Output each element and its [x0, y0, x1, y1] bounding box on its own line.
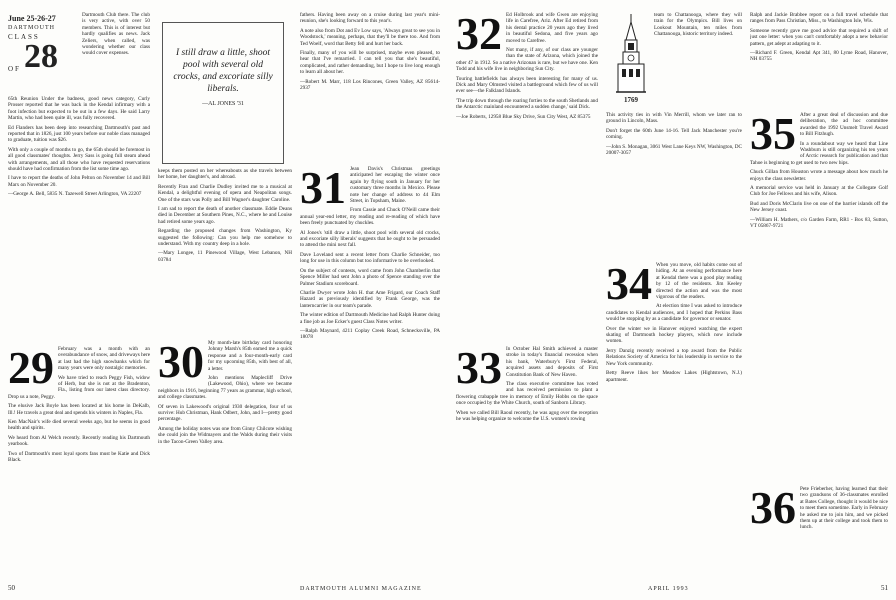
column-4: [456, 12, 598, 344]
class-of-28-header: [8, 14, 80, 92]
paragraph: The class executive committee has voted and has received permission to plant a flowering crabapple tree in memory of Emily Hobbs on the space once occupied by the White Church, south of Sanborn Library.: [456, 381, 598, 407]
signature: —Joe Roberts, 12958 Blue Sky Drive, Sun City West, AZ 85375: [456, 113, 591, 120]
paragraph: Betty Reeve likes her Meadow Lakes (Hightstown, N.J.) apartment.: [606, 370, 742, 383]
reunion-dates: June 25-26-27: [8, 14, 56, 23]
column-5-top: [654, 12, 742, 108]
paragraph: Finally, many of you will be surprised, maybe even pleased, to hear that I've remarried. I can tell you that she's beautiful, complicated, and rather demanding, but I hope to live long enough to learn all about her.: [300, 50, 440, 76]
paragraph: February was a month with an overabundance of snow, and driveways here at last had the high snowbanks which for many years were only nostalgic memories.: [58, 346, 150, 372]
class-number-35: 35: [750, 112, 796, 159]
paragraph: In October Hal Smith achieved a master stroke in today's financial recession when his bank, Waterbury's First Federal, acquired assets and deposits of First Constitution Bank of New Haven.: [506, 346, 598, 378]
paragraph: Among the holiday notes was one from Ginny Chilcote wishing she could join the Widmayers and the Walds during their visits in the Tacon-Green Valley area.: [158, 425, 292, 445]
issue-date: APRIL 1993: [648, 586, 689, 592]
class-number-29: 29: [8, 346, 54, 393]
paragraph: team to Chattanooga, where they will train for the Olympics. Bill lives on Lookout Mountain, ten miles from Chattanooga, historic territory indeed.: [654, 12, 742, 38]
paragraph: The winter edition of Dartmouth Medicine had Ralph Hunter doing a fine job as Joe Ecker's guest Class Notes writer.: [300, 312, 440, 325]
tower-icon: [612, 14, 650, 94]
paragraph: Ed Holbrook and wife Gwen are enjoying life in Carefree, Ariz. After Ed retired from his dental practice 20 years ago they lived in beautiful Sedona, and five years ago moved to Carefree.: [506, 12, 598, 44]
class-of: OF: [8, 65, 21, 73]
column-6-lower: [750, 486, 888, 582]
paragraph: We have tried to reach Peggy Fish, widow of Herb, but she is not at the Bradenton, Fla., listing from our latest class directory. Drop us a note, Peggy.: [8, 374, 150, 400]
paragraph: keeps them posted on her whereabouts as she travels between her home, her daughter's, and abroad.: [158, 168, 292, 181]
paragraph: Jerry Danzig recently received a top award from the Public Relations Society of America for his leadership in service to the New York community.: [606, 347, 742, 367]
founding-year: 1769: [624, 96, 638, 104]
column-1-lower: [8, 346, 150, 582]
column-6-middle: [750, 112, 888, 482]
paragraph: The elusive Jack Boyle has been located at his home in DeKalb, Ill.! He travels a great deal and spends his winters in Naples, Fla.: [8, 403, 150, 416]
page-number-left: 50: [8, 584, 15, 592]
class-number-32: 32: [456, 12, 502, 59]
class-word: CLASS: [8, 33, 40, 41]
quote-text: I still draw a little, shoot pool with several old crocks, and excoriate silly liberals.: [173, 48, 273, 94]
column-1-top: [82, 12, 150, 92]
column-3: [300, 12, 440, 164]
signature: —Mary Longee, 11 Pinewood Village, West Lebanon, NH 03784: [158, 250, 292, 263]
paragraph: This activity ties in with Vin Merrill, whom we later ran to ground in Lincoln, Mass.: [606, 112, 742, 125]
paragraph: On the subject of contests, word came from John Chamberlin that Spence Miller had sent John a photo of Spence standing over the Palmer Stadium scoreboard.: [300, 267, 440, 287]
column-3-lower: [300, 166, 440, 582]
pull-quote: [162, 22, 284, 164]
column-4-lower: [456, 346, 598, 582]
baker-tower-illustration: [612, 14, 650, 102]
paragraph: Not many, if any, of our class are younger than the state of Arizona, which joined the other 47 in 1912. So a native Arizonan is rare, but we have one. Ken Todd and his wife live in neighboring Sun City.: [456, 47, 598, 73]
quote-attribution: —AL JONES '31: [202, 101, 244, 107]
class-number-36: 36: [750, 486, 796, 533]
paragraph: Jean Davis's Christmas greetings anticipated her escaping the winter once again by flying south in January for her customary three months in Mexico. Please note her change of address to 44 Elm Street, in Topsham, Maine.: [350, 166, 440, 205]
column-2: [158, 168, 292, 338]
magazine-title: DARTMOUTH ALUMNI MAGAZINE: [300, 586, 422, 592]
paragraph: Al Jones's 'still draw a little, shoot pool with several old crocks, and excoriate silly liberals' suggests that he ought to be persuaded to attend the mini next fall.: [300, 229, 440, 249]
signature: —Robert M. Marr, 118 Los Rincones, Green Valley, AZ 85614-2937: [300, 78, 440, 92]
right-page: [448, 0, 896, 600]
paragraph: Ed Flanders has been deep into researching Dartmouth's past and reported that in 1826, just 100 years before our noble class managed to graduate, tuition was $26.: [8, 124, 150, 144]
college-name: DARTMOUTH: [8, 25, 55, 31]
paragraph: We heard from Al Welch recently. Recently reading his Dartmouth yearbook.: [8, 434, 150, 448]
paragraph: Regarding the proposed changes from Washington, Ky suggested the following: Can you help me somehow to understand. With my country deep in a hole.: [158, 228, 292, 248]
paragraph: Bud and Doris McClarin live on one of the barrier islands off the New Jersey coast.: [750, 200, 888, 214]
paragraph: Dartmouth Club there. The club is very active, with over 50 members. This is of interest but hardly qualifies as news. Jack Zeliers, when called, was wondering whether our class would cover expenses.: [82, 12, 150, 57]
paragraph: Chuck Gillan from Houston wrote a message about how much he enjoys the class newsletter.: [750, 169, 888, 182]
column-5-lower: [606, 262, 742, 582]
paragraph: Charlie Dwyer wrote John H. that Ame Frigard, our Coach Staff Hazard as previously identified by Frank George, was the lanterncarrier in our team's parade.: [300, 289, 440, 309]
paragraph: When you move, old habits come out of hiding. At an evening performance here at Kendal there was a good play reading by 12 of the residents. Jim Keeley directed the action and was the most vigorous of the readers.: [656, 262, 742, 301]
paragraph: In a roundabout way we heard that Line Washburn is still organizing his ten years of Arctic research for publication and that Tahoe is beginning to get used to two new hips.: [750, 140, 888, 166]
paragraph: Dave Loveland sent a recent letter from Charlie Schneider, too long for use in this column but too informative to be overlooked.: [300, 251, 440, 265]
paragraph: A note also from Dot and Ev Low says, 'Always great to see you in Woodstock,' meaning, perhaps, that they'll be there too. And from Ted Woelf, word that Betty fell and hurt her back.: [300, 27, 440, 47]
signature: —Ralph Maynard, 4211 Coplay Creek Road, Schnecksville, PA 18078: [300, 327, 440, 341]
paragraph: John mentions Maplecliff Drive (Lakewood, Ohio), where we became neighbors in 1916, beginning 77 years as grammar, high school, and college classmates.: [158, 375, 292, 401]
class-number-30: 30: [158, 340, 204, 387]
paragraph: 'The trip down through the roaring forties to the south Shetlands and the Antarctic mainland encountered a sudden change,' said Dick.: [456, 97, 598, 111]
paragraph: When we called Bill Raoul recently, he was agog over the reception he was helping organize to welcome the U.S. women's rowing: [456, 409, 598, 423]
paragraph: Ralph and Jackie Brabbee report on a full travel schedule that ranges from Pass Christian, Miss., to Washington Isle, Wis.: [750, 12, 888, 25]
paragraph: Don't forget the 60th June 14-16. Tell Jack Manchester you're coming.: [606, 127, 742, 141]
class-year: 28: [23, 38, 58, 75]
paragraph: From Cassie and Chuck O'Neill came their annual year-end letter, my reading and re-reading of which have been freely punctuated by chuckles.: [300, 207, 440, 227]
column-6: [750, 12, 888, 110]
paragraph: Ken MacNair's wife died several weeks ago, but he seems in good health and spirits.: [8, 419, 150, 432]
paragraph: Of seven in Lakewood's original 1930 delegation, four of us survive: Hub Christman, Hank Odbert, John, and I—pretty good percentage.: [158, 403, 292, 423]
paragraph: A memorial service was held in January at the Collegate Golf Club for Joe Fellows and his wife, Alison.: [750, 185, 888, 198]
signature: —John S. Monagan, 3061 West Lane Keys NW, Washington, DC 20007-3057: [606, 143, 742, 157]
class-number-33: 33: [456, 346, 502, 393]
paragraph: Someone recently gave me good advice that required a shift of just one letter: when you can't comfortably adopt a new behavior pattern, get adept at adapting to it.: [750, 27, 888, 47]
paragraph: Over the winter we in Hanover enjoyed watching the expert skating of Dartmouth hockey players, which now include women.: [606, 325, 742, 345]
paragraph: With only a couple of months to go, the 65th should be foremost in all good classmates' thoughts. Jerry Sass is going full steam ahead with arrangements, and all those who have requested reservations should have had confirmation from the list some time ago.: [8, 146, 150, 173]
column-5: [606, 112, 742, 260]
paragraph: I am sad to report the death of another classmate. Eddie Deans died in December at Southern Pines, N.C., where he and Louise had retired some years ago.: [158, 206, 292, 225]
paragraph: My month-late birthday card honoring Johnny Marsh's 85th earned me a quick response and a four-month-early card for my upcoming 85th, with best of all, a letter.: [208, 340, 292, 372]
column-1: [8, 96, 150, 344]
signature: —Richard F. Green, Kendal Apt 341, 80 Lyme Road, Hanover, NH 03755: [750, 50, 888, 63]
paragraph: I have to report the deaths of John Pelton on November 14 and Bill Marx on November 20.: [8, 175, 150, 188]
signature: —William H. Mathers, c/o Garden Farm, RR1 - Box 83, Sutton, VT 05867-9721: [750, 216, 888, 230]
page-number-right: 51: [881, 584, 888, 592]
signature: —George A. Bell, 5835 N. Tazewell Street Arlington, VA 22207: [8, 191, 142, 198]
paragraph: Recently Fran and Charlie Dudley invited me to a musical at Kendal, a delightful evening of opera and Neapolitan songs. One of the stars was Polly and Bill Wagner's daughter Caroline.: [158, 183, 292, 203]
class-number-31: 31: [300, 166, 346, 213]
paragraph: Two of Dartmouth's most loyal sports fans must be Katie and Dick Black.: [8, 450, 150, 464]
column-2-lower: [158, 340, 292, 582]
paragraph: Touring battlefields has always been interesting for many of us. Dick and Mary Olmsted visited a battleground which few of us will ever see—the Falkland Islands.: [456, 75, 598, 95]
paragraph: Pete Frieberher, having learned that their two grandsons of 36-classmates enrolled at Bates College, thought it would be nice to meet them sometime. Early in February he asked me to join him, and we picked them up at their college and took them to lunch.: [800, 486, 888, 531]
class-number-34: 34: [606, 262, 652, 309]
paragraph: After a great deal of discussion and due deliberation, the ad hoc committee awarded the 1992 Unsmelt Travel Award to Bill Fitzhugh.: [800, 112, 888, 138]
paragraph: At election time I was asked to introduce candidates to Kendal audiences, and I hoped that Perkins Bass would be stopping by as a candidate for governor or senator.: [606, 303, 742, 323]
paragraph: fathers. Having been away on a cruise during last year's mini-reunion, she's looking forward to this year's.: [300, 12, 440, 25]
paragraph: 65th Reunion Under the badness, good news category, Curly Prosser reported that he was back in the Kendal infirmary with a foot infection but expected to be out in a few days. He said Larry Martin, who had been quite ill, was fully recovered.: [8, 96, 150, 122]
